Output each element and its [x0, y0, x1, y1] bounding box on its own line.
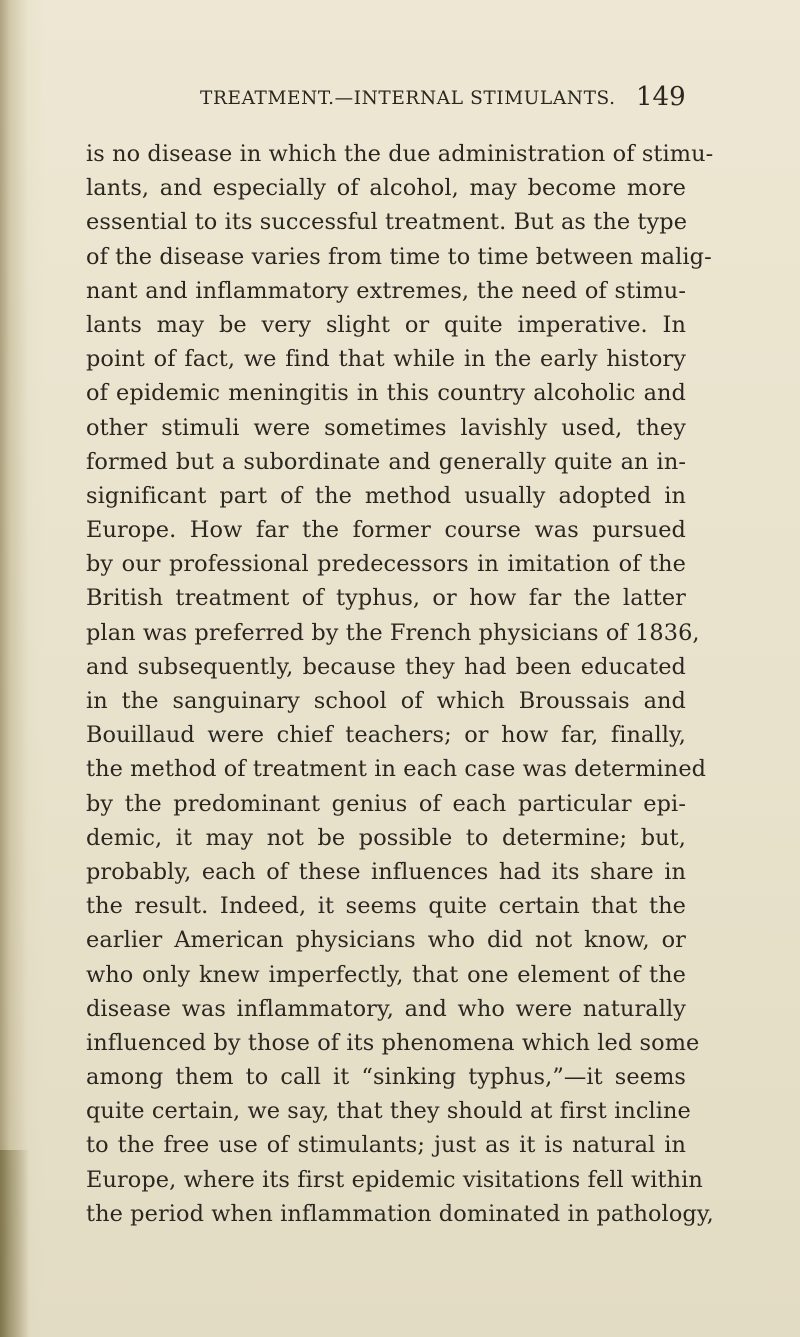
text-line: to the free use of stimulants; just as it is natural in	[86, 1132, 686, 1159]
text-line: Bouillaud were chief teachers; or how far, finally,	[86, 722, 686, 749]
text-line: influenced by those of its phenomena which led some	[86, 1029, 700, 1056]
text-line: earlier American physicians who did not know, or	[86, 927, 686, 954]
text-line: Europe. How far the former course was pursued	[86, 517, 686, 544]
text-line: and subsequently, because they had been educated	[86, 653, 686, 680]
text-line: formed but a subordinate and generally quite an in-	[86, 448, 686, 475]
page-gutter-shadow	[0, 1150, 30, 1337]
text-line: disease was inflammatory, and who were naturally	[86, 995, 686, 1022]
text-line: nant and inflammatory extremes, the need of stimu-	[86, 277, 686, 304]
text-line: plan was preferred by the French physicians of 1836,	[86, 619, 700, 646]
text-line: probably, each of these influences had its share in	[86, 858, 686, 885]
text-line: of epidemic meningitis in this country alcoholic and	[86, 380, 686, 407]
body-text	[86, 137, 714, 1231]
text-line: by the predominant genius of each particular epi-	[86, 790, 686, 817]
text-line: other stimuli were sometimes lavishly used, they	[86, 414, 686, 441]
text-line: lants may be very slight or quite imperative. In	[86, 311, 686, 338]
text-line: demic, it may not be possible to determine; but,	[86, 824, 686, 851]
running-title: TREATMENT.—INTERNAL STIMULANTS.	[200, 88, 616, 109]
page-number: 149	[636, 82, 686, 112]
text-line: Europe, where its first epidemic visitations fell within	[86, 1166, 703, 1193]
text-line: the period when inflammation dominated in pathology,	[86, 1200, 714, 1227]
text-line: the method of treatment in each case was determined	[86, 756, 707, 783]
text-line: point of fact, we find that while in the early history	[86, 346, 686, 373]
text-line: who only knew imperfectly, that one element of the	[86, 961, 686, 988]
text-line: British treatment of typhus, or how far the latter	[86, 585, 686, 612]
text-line: by our professional predecessors in imitation of the	[86, 551, 686, 578]
running-head	[0, 82, 800, 122]
text-line: among them to call it “sinking typhus,”—it seems	[86, 1064, 686, 1091]
text-line: of the disease varies from time to time between malig-	[86, 243, 712, 270]
text-line: lants, and especially of alcohol, may become more	[86, 175, 686, 202]
text-line: is no disease in which the due administration of stimu-	[86, 141, 714, 167]
text-line: the result. Indeed, it seems quite certain that the	[86, 893, 686, 920]
text-line: significant part of the method usually adopted in	[86, 482, 686, 509]
text-line: essential to its successful treatment. But as the type	[86, 209, 688, 236]
text-line: in the sanguinary school of which Broussais and	[86, 688, 686, 714]
text-line: quite certain, we say, that they should at first incline	[86, 1098, 691, 1125]
